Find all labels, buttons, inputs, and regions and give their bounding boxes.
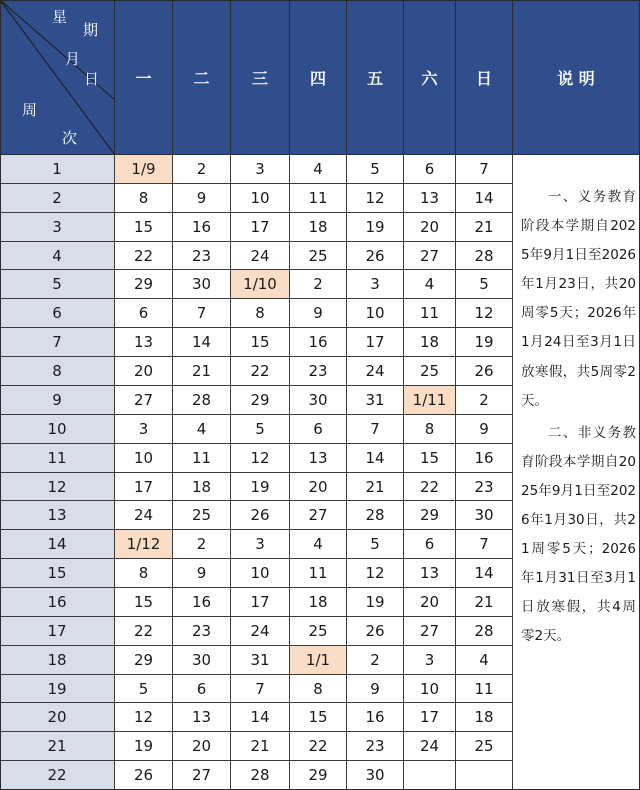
date-cell: 20	[115, 357, 173, 386]
week-number-cell: 4	[0, 242, 115, 270]
day-header-6: 六	[404, 0, 456, 155]
date-cell: 2	[173, 530, 231, 559]
date-cell: 8	[115, 559, 173, 588]
date-cell: 27	[290, 501, 347, 530]
date-cell: 30	[456, 501, 513, 530]
date-cell: 22	[115, 242, 173, 270]
date-cell: 21	[231, 732, 290, 761]
week-number-cell: 5	[0, 270, 115, 299]
date-cell: 24	[347, 357, 404, 386]
date-cell: 4	[290, 155, 347, 184]
date-cell: 21	[173, 357, 231, 386]
date-cell: 13	[404, 559, 456, 588]
date-cell: 28	[347, 501, 404, 530]
date-cell: 3	[231, 155, 290, 184]
date-cell: 14	[347, 444, 404, 473]
date-cell: 17	[231, 588, 290, 617]
date-cell: 8	[404, 415, 456, 444]
date-cell: 4	[173, 415, 231, 444]
date-cell: 31	[347, 386, 404, 415]
date-cell: 16	[290, 328, 347, 357]
date-cell: 24	[115, 501, 173, 530]
date-cell: 24	[231, 242, 290, 270]
date-cell: 26	[347, 242, 404, 270]
corner-label-ri: 日	[84, 70, 100, 88]
note-paragraph-2: 二、非义务教育阶段本学期自2025年9月1日至2026年1月30日，共21周零5天；2026年1月31日至3月1日放寒假，共4周零2天。	[521, 424, 636, 645]
date-cell: 20	[404, 588, 456, 617]
week-number-cell: 10	[0, 415, 115, 444]
week-number-cell: 8	[0, 357, 115, 386]
date-cell: 7	[456, 155, 513, 184]
date-cell: 9	[290, 299, 347, 328]
date-cell: 3	[115, 415, 173, 444]
date-cell: 9	[347, 675, 404, 703]
date-cell	[404, 761, 456, 790]
date-cell: 29	[115, 270, 173, 299]
corner-header-cell	[0, 0, 115, 155]
date-cell: 1/11	[404, 386, 456, 415]
date-cell: 26	[456, 357, 513, 386]
date-cell: 14	[173, 328, 231, 357]
week-number-cell: 21	[0, 732, 115, 761]
date-cell: 29	[290, 761, 347, 790]
date-cell: 24	[404, 732, 456, 761]
date-cell: 29	[115, 646, 173, 675]
date-cell: 2	[173, 155, 231, 184]
date-cell: 18	[290, 588, 347, 617]
note-content	[513, 155, 640, 790]
date-cell: 28	[456, 242, 513, 270]
date-cell: 6	[290, 415, 347, 444]
date-cell: 4	[456, 646, 513, 675]
date-cell: 21	[347, 473, 404, 501]
date-cell: 8	[115, 184, 173, 213]
date-cell: 1/10	[231, 270, 290, 299]
date-cell: 27	[173, 761, 231, 790]
day-header-2: 二	[173, 0, 231, 155]
date-cell: 1/1	[290, 646, 347, 675]
date-cell: 31	[231, 646, 290, 675]
date-cell: 20	[290, 473, 347, 501]
week-number-cell: 13	[0, 501, 115, 530]
date-cell: 21	[456, 213, 513, 242]
week-number-cell: 18	[0, 646, 115, 675]
date-cell: 21	[456, 588, 513, 617]
week-number-cell: 6	[0, 299, 115, 328]
day-header-1: 一	[115, 0, 173, 155]
date-cell: 13	[404, 184, 456, 213]
date-cell: 14	[231, 703, 290, 732]
date-cell: 12	[231, 444, 290, 473]
date-cell: 11	[173, 444, 231, 473]
date-cell: 2	[290, 270, 347, 299]
date-cell: 6	[404, 530, 456, 559]
week-number-cell: 11	[0, 444, 115, 473]
date-cell: 10	[404, 675, 456, 703]
date-cell: 5	[456, 270, 513, 299]
date-cell: 11	[404, 299, 456, 328]
date-cell: 25	[173, 501, 231, 530]
week-number-cell: 2	[0, 184, 115, 213]
date-cell: 9	[173, 559, 231, 588]
date-cell: 12	[115, 703, 173, 732]
date-cell: 15	[404, 444, 456, 473]
date-cell: 23	[290, 357, 347, 386]
date-cell: 2	[347, 646, 404, 675]
date-cell: 16	[173, 213, 231, 242]
date-cell: 16	[173, 588, 231, 617]
date-cell: 2	[456, 386, 513, 415]
date-cell: 25	[290, 617, 347, 646]
date-cell: 3	[404, 646, 456, 675]
date-cell: 30	[347, 761, 404, 790]
date-cell: 19	[231, 473, 290, 501]
date-cell: 1/12	[115, 530, 173, 559]
date-cell: 23	[173, 242, 231, 270]
week-number-cell: 20	[0, 703, 115, 732]
date-cell: 14	[456, 184, 513, 213]
date-cell: 23	[456, 473, 513, 501]
date-cell: 18	[173, 473, 231, 501]
date-cell: 6	[404, 155, 456, 184]
date-cell: 15	[290, 703, 347, 732]
date-cell: 13	[115, 328, 173, 357]
date-cell: 27	[404, 242, 456, 270]
date-cell: 23	[173, 617, 231, 646]
date-cell: 29	[404, 501, 456, 530]
date-cell: 7	[347, 415, 404, 444]
date-cell: 28	[231, 761, 290, 790]
date-cell: 12	[347, 184, 404, 213]
week-number-cell: 1	[0, 155, 115, 184]
date-cell: 5	[347, 155, 404, 184]
date-cell: 13	[290, 444, 347, 473]
date-cell: 22	[290, 732, 347, 761]
date-cell: 11	[290, 559, 347, 588]
date-cell: 6	[115, 299, 173, 328]
date-cell: 10	[115, 444, 173, 473]
corner-label-yue: 月	[65, 50, 81, 68]
date-cell: 17	[115, 473, 173, 501]
date-cell: 19	[456, 328, 513, 357]
week-number-cell: 15	[0, 559, 115, 588]
date-cell: 18	[290, 213, 347, 242]
date-cell: 26	[115, 761, 173, 790]
date-cell	[456, 761, 513, 790]
day-header-7: 日	[456, 0, 513, 155]
date-cell: 16	[456, 444, 513, 473]
date-cell: 30	[173, 646, 231, 675]
date-cell: 25	[456, 732, 513, 761]
date-cell: 30	[173, 270, 231, 299]
date-cell: 7	[231, 675, 290, 703]
date-cell: 25	[404, 357, 456, 386]
date-cell: 17	[347, 328, 404, 357]
note-paragraph-1: 一、义务教育阶段本学期自2025年9月1日至2026年1月23日，共20周零5天；2026年1月24日至3月1日放寒假，共5周零2天。	[521, 189, 636, 409]
date-cell: 4	[404, 270, 456, 299]
date-cell: 11	[290, 184, 347, 213]
week-number-cell: 12	[0, 473, 115, 501]
date-cell: 19	[115, 732, 173, 761]
date-cell: 5	[347, 530, 404, 559]
date-cell: 20	[404, 213, 456, 242]
date-cell: 10	[231, 184, 290, 213]
date-cell: 19	[347, 588, 404, 617]
week-number-cell: 19	[0, 675, 115, 703]
week-number-cell: 3	[0, 213, 115, 242]
date-cell: 12	[456, 299, 513, 328]
date-cell: 27	[115, 386, 173, 415]
week-number-cell: 22	[0, 761, 115, 790]
week-number-cell: 17	[0, 617, 115, 646]
corner-label-zhou: 周	[22, 101, 38, 119]
date-cell: 22	[231, 357, 290, 386]
date-cell: 9	[456, 415, 513, 444]
date-cell: 6	[173, 675, 231, 703]
date-cell: 11	[456, 675, 513, 703]
date-cell: 9	[173, 184, 231, 213]
date-cell: 16	[347, 703, 404, 732]
date-cell: 15	[115, 588, 173, 617]
day-header-3: 三	[231, 0, 290, 155]
date-cell: 3	[347, 270, 404, 299]
date-cell: 5	[115, 675, 173, 703]
week-number-cell: 14	[0, 530, 115, 559]
date-cell: 3	[231, 530, 290, 559]
date-cell: 18	[404, 328, 456, 357]
date-cell: 29	[231, 386, 290, 415]
date-cell: 15	[231, 328, 290, 357]
corner-label-xing: 星	[52, 8, 68, 26]
note-header: 说 明	[513, 0, 640, 155]
date-cell: 30	[290, 386, 347, 415]
date-cell: 26	[231, 501, 290, 530]
date-cell: 13	[173, 703, 231, 732]
date-cell: 8	[231, 299, 290, 328]
date-cell: 26	[347, 617, 404, 646]
date-cell: 24	[231, 617, 290, 646]
day-header-5: 五	[347, 0, 404, 155]
date-cell: 19	[347, 213, 404, 242]
date-cell: 17	[404, 703, 456, 732]
date-cell: 8	[290, 675, 347, 703]
week-number-cell: 16	[0, 588, 115, 617]
date-cell: 7	[456, 530, 513, 559]
week-number-cell: 9	[0, 386, 115, 415]
week-number-cell: 7	[0, 328, 115, 357]
corner-label-ci: 次	[62, 129, 78, 147]
date-cell: 14	[456, 559, 513, 588]
date-cell: 10	[231, 559, 290, 588]
date-cell: 17	[231, 213, 290, 242]
date-cell: 12	[347, 559, 404, 588]
date-cell: 20	[173, 732, 231, 761]
date-cell: 10	[347, 299, 404, 328]
date-cell: 22	[404, 473, 456, 501]
date-cell: 4	[290, 530, 347, 559]
date-cell: 5	[231, 415, 290, 444]
date-cell: 28	[456, 617, 513, 646]
date-cell: 27	[404, 617, 456, 646]
date-cell: 1/9	[115, 155, 173, 184]
date-cell: 28	[173, 386, 231, 415]
corner-label-qi: 期	[83, 21, 99, 39]
date-cell: 25	[290, 242, 347, 270]
date-cell: 22	[115, 617, 173, 646]
date-cell: 15	[115, 213, 173, 242]
date-cell: 23	[347, 732, 404, 761]
date-cell: 18	[456, 703, 513, 732]
day-header-4: 四	[290, 0, 347, 155]
date-cell: 7	[173, 299, 231, 328]
